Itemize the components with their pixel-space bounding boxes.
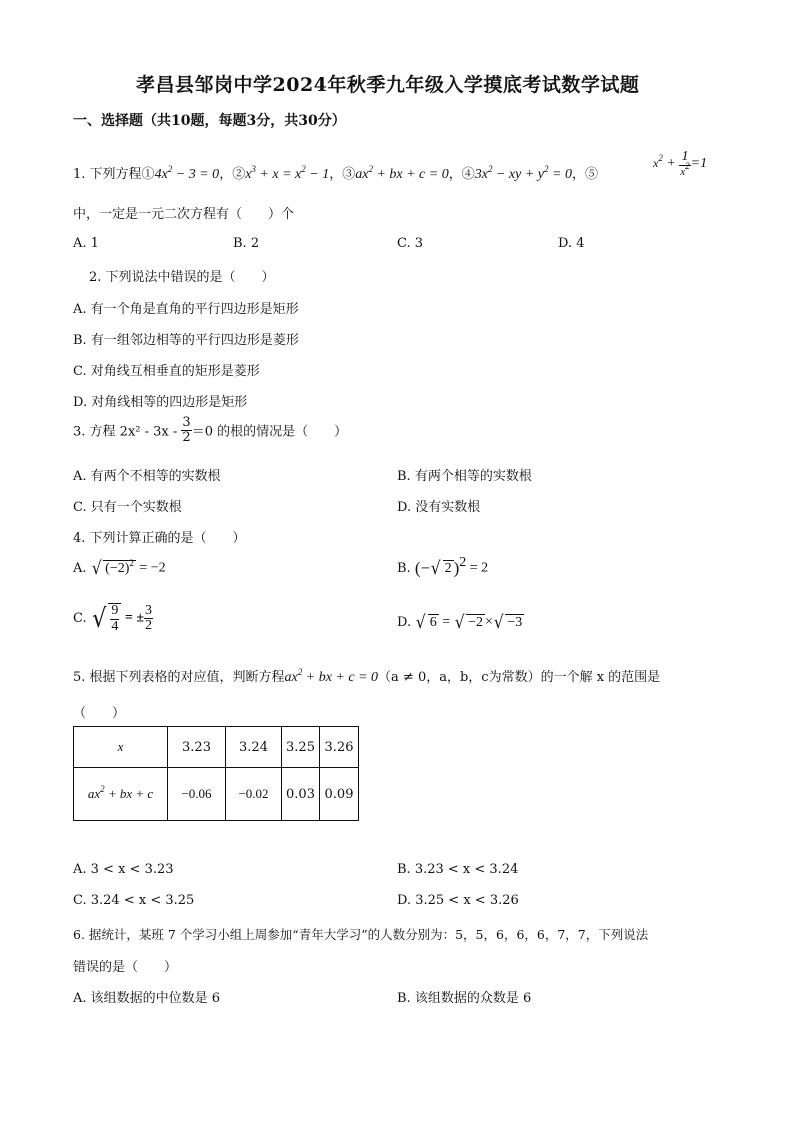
q4-option-a[interactable]: A. √ $(-2)^2 = -2$ <box>73 558 166 579</box>
q5-option-c[interactable]: C. 3.24 < x < 3.25 <box>73 893 195 908</box>
q2-option-b[interactable]: B. 有一组邻边相等的平行四边形是菱形 <box>73 333 299 348</box>
table-cell: 3.23 <box>168 727 226 768</box>
sqrt-icon: √ <box>430 558 441 579</box>
q1-eq-1: $4x^2 - 3 = 0$ <box>154 164 220 182</box>
table-cell: 0.03 <box>282 768 320 821</box>
q2-option-d[interactable]: D. 对角线相等的四边形是矩形 <box>73 395 248 410</box>
q3-fraction: $\frac{3}{2}$ <box>182 415 191 445</box>
q1-eq-5: $x^2$ + $\frac{1}{x^2}$ =1 <box>653 149 708 178</box>
q5-equation: $ax^2$ + bx + c = 0 <box>284 667 379 685</box>
sqrt-icon: √ <box>92 603 107 634</box>
exam-title: 孝昌县邹岗中学2024年秋季九年级入学摸底考试数学试题 <box>136 74 640 96</box>
q4-option-b[interactable]: B. (−√ 2 )$^2$ = 2 <box>397 555 489 579</box>
table-row <box>74 727 359 768</box>
q1-line-2: 中，一定是一元二次方程有（ ）个 <box>73 207 295 222</box>
question-3 <box>73 416 347 444</box>
q3-option-c[interactable]: C. 只有一个实数根 <box>73 500 182 515</box>
table-cell: −0.02 <box>226 768 282 821</box>
question-2: 2. 下列说法中错误的是（ ） <box>89 270 275 285</box>
q1-option-b[interactable]: B. 2 <box>233 236 260 251</box>
q5-option-b[interactable]: B. 3.23 < x < 3.24 <box>397 862 519 877</box>
q3-suffix: ＝0 的根的情况是（ ） <box>191 424 348 440</box>
q1-sep-4: ，⑤ <box>571 167 598 182</box>
q4-option-d[interactable]: D. √ 6 = √ −2 ×√ −3 <box>397 612 523 633</box>
q1-option-a[interactable]: A. 1 <box>73 236 99 251</box>
q1-sep-3: ，④ <box>448 167 475 182</box>
q5-option-d[interactable]: D. 3.25 < x < 3.26 <box>397 893 519 908</box>
question-5: 5. 根据下列表格的对应值，判断方程$ax^2$ + bx + c = 0（a ≠ 0，a，b，c为常数）的一个解 x 的范围是 <box>73 667 661 685</box>
sqrt-icon: √ <box>493 612 504 633</box>
q3-option-a[interactable]: A. 有两个不相等的实数根 <box>73 469 221 484</box>
q2-option-c[interactable]: C. 对角线互相垂直的矩形是菱形 <box>73 364 260 379</box>
q3-option-b[interactable]: B. 有两个相等的实数根 <box>397 469 532 484</box>
sqrt-icon: √ <box>454 612 465 633</box>
table-cell: 0.09 <box>320 768 359 821</box>
question-1 <box>73 163 598 183</box>
q1-sep-2: ，③ <box>329 167 356 182</box>
q1-prefix: 1. 下列方程 <box>73 167 142 182</box>
q1-eq-3: $ax^2$ + bx + c = 0 <box>355 164 449 182</box>
q3-prefix: 3. 方程 2x² - 3x - <box>73 424 182 440</box>
q6-option-a[interactable]: A. 该组数据的中位数是 6 <box>73 991 221 1006</box>
q1-circle-1: ① <box>141 167 155 182</box>
table-cell: 3.24 <box>226 727 282 768</box>
q1-eq-2: $x^3 + x = x^2 - 1$ <box>245 164 330 182</box>
q3-option-d[interactable]: D. 没有实数根 <box>397 500 481 515</box>
question-4: 4. 下列计算正确的是（ ） <box>73 531 246 546</box>
sqrt-icon: √ <box>416 612 426 633</box>
table-cell: 3.26 <box>320 727 359 768</box>
value-table <box>73 726 359 821</box>
q5-option-a[interactable]: A. 3 < x < 3.23 <box>73 862 174 877</box>
q1-option-c[interactable]: C. 3 <box>397 236 424 251</box>
q6-option-b[interactable]: B. 该组数据的众数是 6 <box>397 991 532 1006</box>
q1-option-d[interactable]: D. 4 <box>558 236 585 251</box>
table-cell: −0.06 <box>168 768 226 821</box>
q1-eq-4: $3x^2$ − xy + $y^2 = 0$ <box>474 164 572 182</box>
q6-line-2: 错误的是（ ） <box>73 960 178 975</box>
table-header-poly: $ax^2$ + bx + c <box>74 768 168 821</box>
q1-sep-1: ，② <box>219 167 246 182</box>
question-6: 6. 据统计，某班 7 个学习小组上周参加“青年大学习”的人数分别为：5，5，6，6，6，7，7，下列说法 <box>73 927 649 942</box>
q5-paren: （ ） <box>73 706 126 721</box>
section-heading: 一、选择题（共10题，每题3分，共30分） <box>73 113 346 129</box>
sqrt-icon: √ <box>91 558 102 579</box>
table-cell: 3.25 <box>282 727 320 768</box>
table-row <box>74 768 359 821</box>
q4-option-c[interactable]: C. √ $\frac{9}{4}$ = ± $\frac{3}{2}$ <box>73 602 153 634</box>
table-header-x: x <box>74 727 168 768</box>
q2-option-a[interactable]: A. 有一个角是直角的平行四边形是矩形 <box>73 302 299 317</box>
